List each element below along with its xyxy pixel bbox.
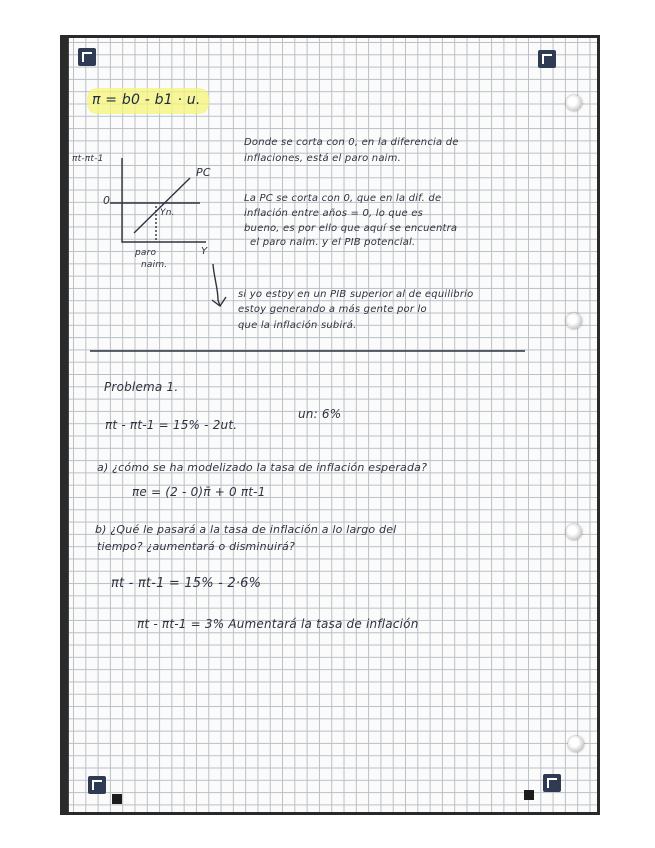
- note2-line3: bueno, es por ello que aquí se encuentra: [244, 223, 458, 234]
- problem-equation: πt - πt-1 = 15% - 2ut.: [105, 418, 238, 432]
- note1-line2: inflaciones, está el paro naim.: [244, 153, 401, 164]
- note2-line2: inflación entre años = 0, lo que es: [244, 208, 424, 219]
- question-a: a) ¿cómo se ha modelizado la tasa de inflación esperada?: [97, 461, 428, 474]
- graph-axes: [122, 158, 206, 242]
- calc-b: πt - πt-1 = 15% - 2·6%: [111, 576, 262, 591]
- note1-line1: Donde se corta con 0, en la diferencia de: [244, 137, 459, 148]
- note3-line3: que la inflación subirá.: [238, 320, 357, 331]
- problem-title: Problema 1.: [104, 380, 179, 394]
- arrow-curve: [213, 264, 220, 306]
- graph-curve-label: PC: [196, 166, 211, 179]
- answer-b: πt - πt-1 = 3% Aumentará la tasa de inflación: [137, 617, 419, 631]
- note3-line1: si yo estoy en un PIB superior al de equilibrio: [238, 289, 474, 300]
- graph-under-label-1: paro: [135, 248, 157, 258]
- note3-line2: estoy generando a más gente por lo: [238, 304, 427, 315]
- graph-y-label: πt-πt-1: [72, 154, 104, 164]
- graph-point-label: Yn.: [160, 208, 175, 218]
- note2-line4: el paro naim. y el PIB potencial.: [250, 237, 416, 248]
- problem-un-value: un: 6%: [298, 407, 342, 421]
- pc-line: [134, 178, 190, 233]
- graph-x-axis-label: Y: [201, 246, 208, 257]
- question-b-line1: b) ¿Qué le pasará a la tasa de inflación a lo largo del: [95, 523, 397, 536]
- answer-a: πe = (2 - 0)π̄ + 0 πt-1: [132, 485, 266, 499]
- question-b-line2: tiempo? ¿aumentará o disminuirá?: [97, 540, 295, 553]
- graph-under-label-2: naim.: [141, 260, 168, 270]
- phillips-formula: π = b0 - b1 · u.: [92, 92, 201, 108]
- graph-zero-label: 0: [103, 194, 111, 207]
- note2-line1: La PC se corta con 0, que en la dif. de: [244, 193, 442, 204]
